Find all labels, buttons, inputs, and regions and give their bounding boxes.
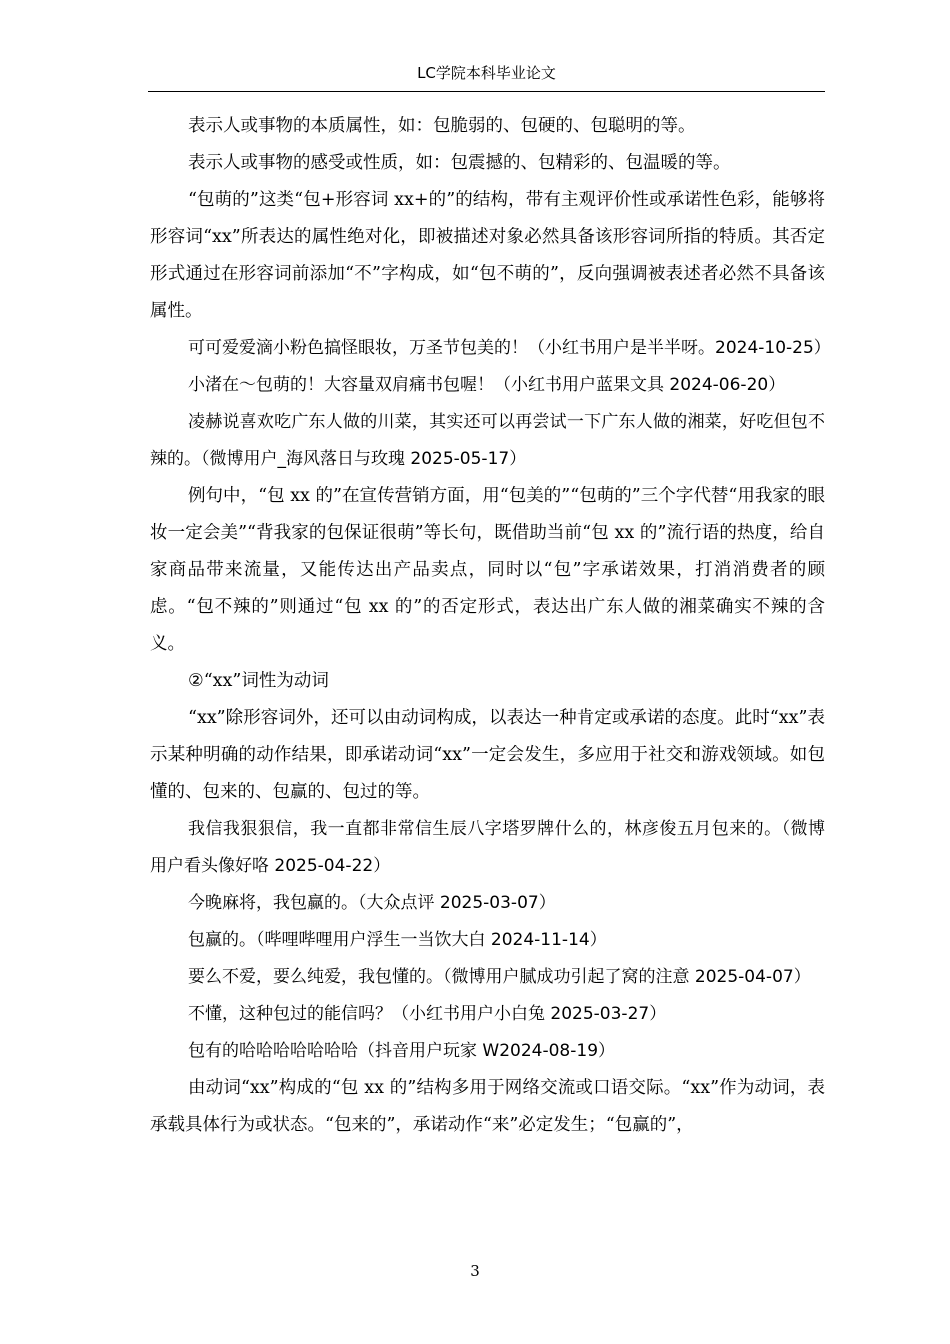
paragraph: 例句中，“包 xx 的”在宣传营销方面，用“包美的”“包萌的”三个字代替“用我家的眼妆一定会美”“背我家的包保证很萌”等长句，既借助当前“包 xx 的”流行语的热度，给自家商品带来流量，又能传达出产品卖点，同时以“包”字承诺效果，打消消费者的顾虑。“包不辣的”则通过“包 xx 的”的否定形式，表达出广东人做的湘菜确实不辣的含义。 — [150, 486, 825, 654]
example-sentence: 小渚在～包萌的！大容量双肩痛书包喔！（小红书用户蓝果文具 2024-06-20） — [188, 375, 786, 395]
paragraph: 表示人或事物的本质属性，如：包脆弱的、包硬的、包聪明的等。 — [188, 116, 696, 136]
example-sentence: 今晚麻将，我包赢的。（大众点评 2025-03-07） — [188, 893, 556, 913]
subsection-heading: ②“xx”词性为动词 — [188, 671, 329, 691]
body-text — [150, 108, 831, 1144]
running-header: LC学院本科毕业论文 — [417, 64, 556, 82]
example-sentence: 不懂，这种包过的能信吗？（小红书用户小白兔 2025-03-27） — [188, 1004, 667, 1024]
paragraph: 由动词“xx”构成的“包 xx 的”结构多用于网络交流或口语交际。“xx”作为动词，表承载具体行为或状态。“包来的”，承诺动作“来”必定发生；“包赢的”， — [150, 1078, 825, 1135]
paragraph: 表示人或事物的感受或性质，如：包震撼的、包精彩的、包温暖的等。 — [188, 153, 731, 173]
paragraph: “包萌的”这类“包+形容词 xx+的”的结构，带有主观评价性或承诺性色彩，能够将形容词“xx”所表达的属性绝对化，即被描述对象必然具备该形容词所指的特质。其否定形式通过在形容词前添加“不”字构成，如“包不萌的”，反向强调被表述者必然不具备该属性。 — [150, 190, 825, 321]
example-sentence: 包赢的。（哔哩哔哩用户浮生一当饮大白 2024-11-14） — [188, 930, 607, 950]
header-rule — [148, 91, 825, 92]
example-sentence: 要么不爱，要么纯爱，我包懂的。（微博用户腻成功引起了窝的注意 2025-04-07） — [188, 967, 811, 987]
example-sentence: 可可爱爱滴小粉色搞怪眼妆，万圣节包美的！（小红书用户是半半呀。2024-10-25） — [188, 338, 831, 358]
example-sentence: 凌赫说喜欢吃广东人做的川菜，其实还可以再尝试一下广东人做的湘菜，好吃但包不辣的。（微博用户_海风落日与玫瑰 2025-05-17） — [150, 412, 825, 469]
example-sentence: 包有的哈哈哈哈哈哈哈（抖音用户玩家 W2024-08-19） — [188, 1041, 616, 1061]
example-sentence: 我信我狠狠信，我一直都非常信生辰八字塔罗牌什么的，林彦俊五月包来的。（微博用户看头像好咯 2025-04-22） — [150, 819, 825, 876]
paragraph: “xx”除形容词外，还可以由动词构成，以表达一种肯定或承诺的态度。此时“xx”表示某种明确的动作结果，即承诺动词“xx”一定会发生，多应用于社交和游戏领域。如包懂的、包来的、包赢的、包过的等。 — [150, 708, 825, 802]
page-number: 3 — [470, 1262, 480, 1280]
